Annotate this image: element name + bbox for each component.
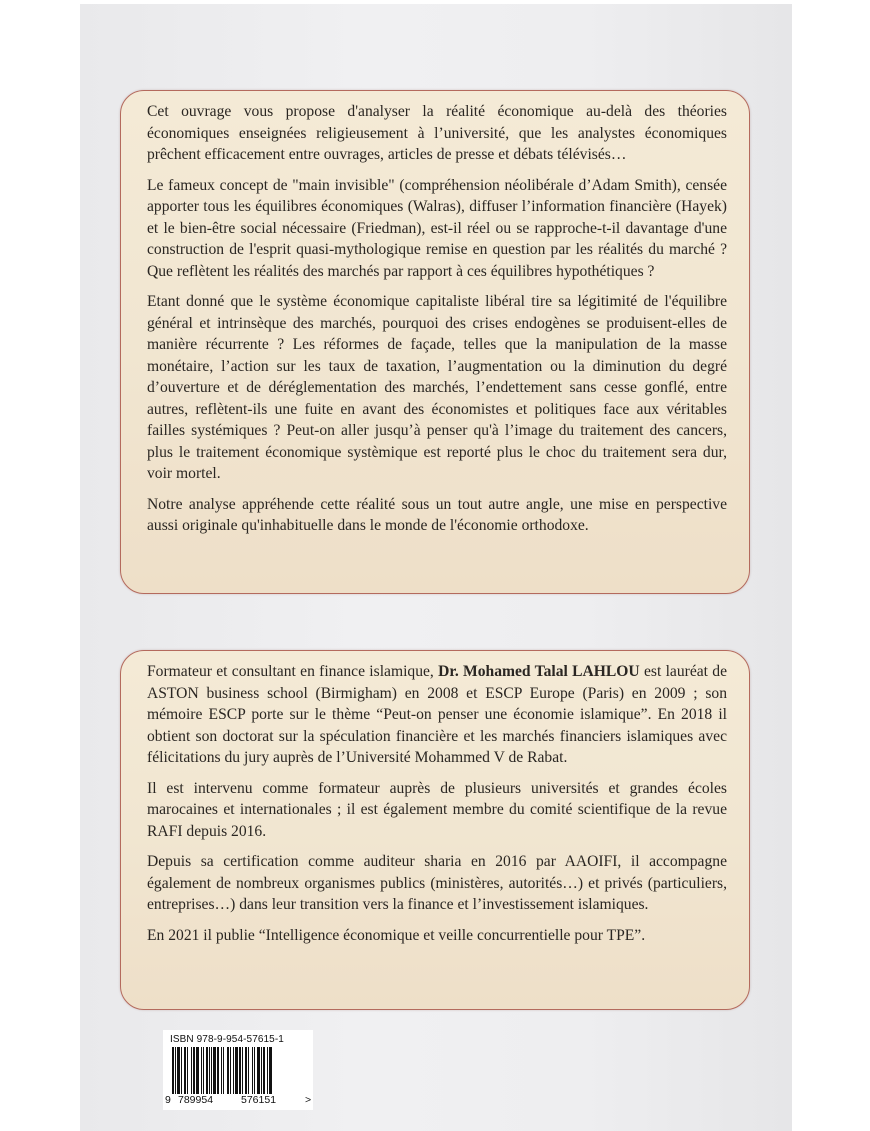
barcode-bar: [181, 1047, 182, 1094]
barcode-bar: [245, 1047, 247, 1094]
barcode-bar: [221, 1047, 222, 1094]
barcode-bar: [233, 1047, 234, 1094]
barcode-digits: [163, 1094, 313, 1108]
barcode-digit-group-2: 576151: [241, 1094, 277, 1106]
barcode-digit-group-1: 789954: [178, 1094, 214, 1106]
barcode-bar: [248, 1047, 249, 1094]
summary-paragraph-2: Le fameux concept de "main invisible" (compréhension néolibérale d’Adam Smith), censée apporter tous les équilibres économiques (Walras), diffuser l’information financière (Hayek) et le bien-être social nécessaire (Friedman), est-il réel ou se rapproche-t-il davantage d'une construction de l'esprit quasi-mythologique remise en question par les réalités du marché ? Que reflètent les réalités des marchés par rapport à ces équilibres hypothétiques ?: [147, 176, 727, 280]
bio-paragraph-1: [147, 661, 727, 769]
barcode-bar: [193, 1047, 195, 1094]
barcode-bar: [172, 1047, 174, 1094]
summary-box: [120, 90, 750, 594]
barcode-bar: [213, 1047, 216, 1094]
isbn-barcode: [163, 1030, 313, 1110]
summary-paragraph-3: Etant donné que le système économique capitaliste libéral tire sa légitimité de l'équilibre général et intrinsèque des marchés, pourquoi des crises endogènes se produisent-elles de manière récurrente ? Les réformes de façade, telles que la manipulation de la masse monétaire, l’action sur les taux de taxation, l’augmentation ou la diminution du degré d’ouverture et de déréglementation des marchés, l’endettement sans cesse gonflé, entre autres, reflètent-ils une fuite en avant des économistes et politiques face aux véritables failles systémiques ? Peut-on aller jusqu’à penser qu'à l’image du traitement des cancers, plus le traitement économique systèmique est reporté plus le choc du traitement sera dur, voir mortel.: [147, 293, 727, 482]
barcode-bar: [230, 1047, 231, 1094]
barcode-bar: [187, 1047, 188, 1094]
barcode-bar: [267, 1047, 268, 1094]
barcode-bar: [177, 1047, 180, 1094]
barcode-digit-first: 9: [165, 1094, 171, 1106]
barcode-bar: [252, 1047, 253, 1094]
bio-paragraph-2: Il est intervenu comme formateur auprès de plusieurs universités et grandes écoles marocaines et internationales ; il est également membre du comité scientifique de la revue RAFI depuis 2016.: [147, 779, 727, 840]
barcode-bar: [191, 1047, 192, 1094]
bio-intro-after: est lauréat de ASTON business school (Birmigham) en 2008 et ESCP Europe (Paris) en 2009 ; son mémoire ESCP porte sur le thème “Peut-on penser une économie islamique”. En 2018 il obtient son doctorat sur la spéculation financière et les marchés financiers islamiques avec félicitations du jury auprès de l’Université Mohammed V de Rabat.: [147, 663, 727, 766]
barcode-bar: [242, 1047, 243, 1094]
bio-intro-before: Formateur et consultant en finance islamique,: [147, 663, 439, 680]
barcode-bar: [203, 1047, 204, 1094]
barcode-bar: [206, 1047, 208, 1094]
barcode-bar: [261, 1047, 262, 1094]
barcode-bar: [196, 1047, 199, 1094]
barcode-bars: [172, 1047, 303, 1094]
barcode-bar: [184, 1047, 186, 1094]
barcode-digit-end: >: [305, 1094, 312, 1106]
author-bio-box: [120, 650, 750, 1010]
barcode-bar: [257, 1047, 260, 1094]
barcode-bar: [235, 1047, 238, 1094]
bio-paragraph-3: Depuis sa certification comme auditeur sharia en 2016 par AAOIFI, il accompagne également de nombreux organismes publics (ministères, autorités…) et privés (particuliers, entreprises…) dans leur transition vers la finance et l’investissement islamiques.: [147, 853, 727, 913]
barcode-bar: [239, 1047, 241, 1094]
summary-paragraph-1: Cet ouvrage vous propose d'analyser la réalité économique au-delà des théories économiques enseignées religieusement à l’université, que les analystes économiques prêchent efficacement entre ouvrages, articles de presse et débats télévisés…: [147, 103, 727, 163]
summary-paragraph-4: Notre analyse appréhende cette réalité sous un tout autre angle, une mise en perspective aussi originale qu'inhabituelle dans le monde de l'économie orthodoxe.: [147, 495, 727, 534]
barcode-bar: [263, 1047, 265, 1094]
bio-paragraph-4: En 2021 il publie “Intelligence économique et veille concurrentielle pour TPE”.: [147, 926, 646, 944]
barcode-bar: [217, 1047, 219, 1094]
barcode-bar: [254, 1047, 255, 1094]
author-name: Dr. Mohamed Talal LAHLOU: [438, 663, 640, 680]
barcode-bar: [209, 1047, 210, 1094]
barcode-bar: [227, 1047, 229, 1094]
isbn-label: ISBN 978-9-954-57615-1: [170, 1034, 284, 1045]
barcode-bar: [269, 1047, 272, 1094]
barcode-bar: [175, 1047, 176, 1094]
barcode-bar: [211, 1047, 212, 1094]
barcode-bar: [201, 1047, 202, 1094]
barcode-bar: [223, 1047, 224, 1094]
